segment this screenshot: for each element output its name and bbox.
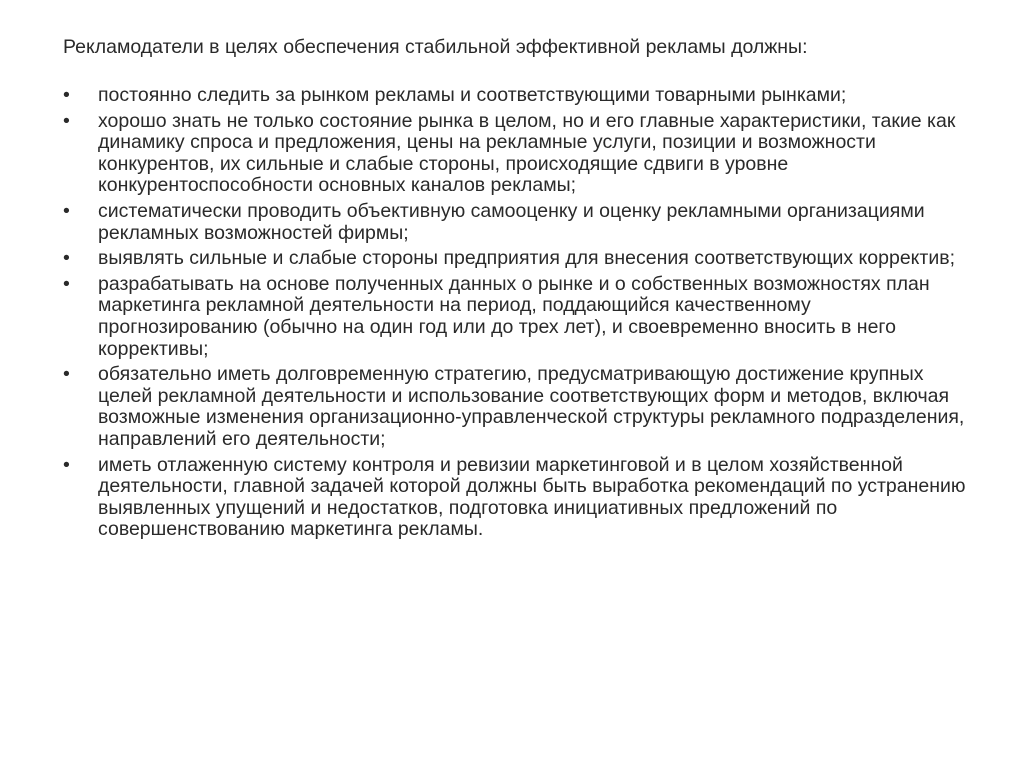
bullet-text: иметь отлаженную систему контроля и ревизии маркетинговой и в целом хозяйственной деятельности, главной задачей которой должны быть выработка рекомендаций по устранению выявленных упущений и недостатков, подготовка инициативных предложений по совершенствованию маркетинга рекламы. [98, 453, 966, 541]
bullet-icon: • [63, 363, 70, 386]
bullet-item [63, 201, 968, 244]
bullet-text: хорошо знать не только состояние рынка в целом, но и его главные характеристики, такие как динамику спроса и предложения, цены на рекламные услуги, позиции и возможности конкурентов, их сильные и слабые стороны, происходящие сдвиги в уровне конкурентоспособности основных каналов рекламы; [98, 109, 956, 197]
bullet-icon: • [63, 272, 70, 295]
bullet-icon: • [63, 453, 70, 476]
bullet-text: разрабатывать на основе полученных данных о рынке и о собственных возможностях план маркетинга рекламной деятельности на период, поддающийся качественному прогнозированию (обычно на один год или до трех лет), и своевременно вносить в него коррективы; [98, 272, 930, 360]
bullet-list [63, 85, 968, 545]
bullet-text: систематически проводить объективную самооценку и оценку рекламными организациями рекламных возможностей фирмы; [98, 199, 925, 244]
bullet-item [63, 111, 968, 197]
bullet-icon: • [63, 247, 70, 270]
bullet-icon: • [63, 109, 70, 132]
bullet-text: выявлять сильные и слабые стороны предприятия для внесения соответствующих корректив; [98, 247, 956, 270]
bullet-item [63, 248, 968, 270]
bullet-item [63, 274, 968, 360]
bullet-text: обязательно иметь долговременную стратегию, предусматривающую достижение крупных целей рекламной деятельности и использование соответствующих форм и методов, включая возможные изменения организационно-управленческой структуры рекламного подразделения, направлений его деятельности; [98, 363, 965, 450]
bullet-item [63, 364, 968, 450]
bullet-item [63, 85, 968, 107]
bullet-icon: • [63, 199, 70, 222]
bullet-icon: • [63, 84, 70, 106]
bullet-text: постоянно следить за рынком рекламы и соответствующими товарными рынками; [98, 84, 847, 106]
bullet-item [63, 455, 968, 541]
intro-text: Рекламодатели в целях обеспечения стабильной эффективной рекламы должны: [63, 36, 808, 58]
